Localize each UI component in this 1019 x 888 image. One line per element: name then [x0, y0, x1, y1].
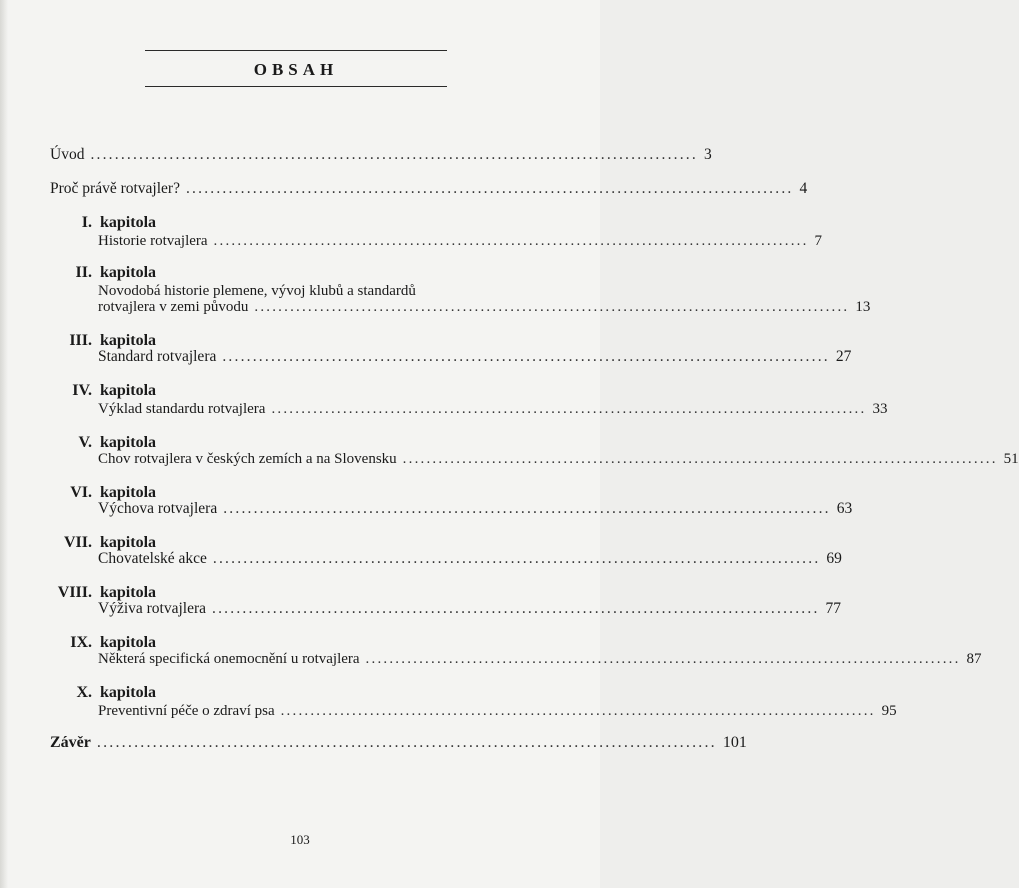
toc-entry-page: 7 — [814, 233, 823, 249]
chapter-subtitle: Výživa rotvajlera — [98, 600, 207, 617]
toc-entry-chapter-4[interactable] — [98, 400, 888, 418]
toc-entry-chapter-3[interactable] — [98, 348, 852, 366]
toc-entry-page: 4 — [799, 180, 808, 197]
toc-entry-page: 77 — [825, 600, 842, 617]
toc-entry-chapter-5[interactable] — [98, 450, 1019, 468]
chapter-label: kapitola — [100, 434, 157, 451]
chapter-label: kapitola — [100, 214, 157, 231]
toc-entry-page: 51 — [1003, 451, 1019, 467]
toc-entry-uvod[interactable] — [50, 146, 712, 164]
leader-dots: .................................................................................................... — [223, 500, 831, 517]
chapter-subtitle: Historie rotvajlera — [98, 233, 208, 249]
leader-dots: .................................................................................................... — [222, 348, 830, 365]
leader-dots: .................................................................................................... — [96, 734, 717, 751]
toc-entry-page: 87 — [966, 651, 982, 667]
chapter-subtitle: Preventivní péče o zdraví psa — [98, 703, 275, 719]
toc-entry-chapter-10[interactable] — [98, 702, 897, 720]
leader-dots: .................................................................................................... — [280, 703, 876, 719]
page-title: OBSAH — [253, 60, 339, 79]
leader-dots: .................................................................................................... — [271, 401, 867, 417]
chapter-subtitle: Některá specifická onemocnění u rotvajlera — [98, 651, 360, 667]
chapter-subtitle: rotvajlera v zemi původu — [98, 299, 249, 315]
leader-dots: .................................................................................................... — [365, 651, 961, 667]
leader-dots: .................................................................................................... — [212, 600, 820, 617]
toc-entry-chapter-9[interactable] — [98, 650, 982, 668]
toc-entry-chapter-7[interactable] — [98, 550, 842, 568]
chapter-label: kapitola — [100, 684, 157, 701]
leader-dots: .................................................................................................... — [254, 299, 850, 315]
leader-dots: .................................................................................................... — [185, 180, 794, 197]
chapter-subtitle: Výchova rotvajlera — [98, 500, 218, 517]
chapter-subtitle: Standard rotvajlera — [98, 348, 217, 365]
leader-dots: .................................................................................................... — [90, 146, 698, 163]
toc-entry-chapter-2[interactable] — [98, 298, 871, 316]
chapter-label: kapitola — [100, 584, 157, 601]
page-number: 103 — [290, 832, 310, 847]
toc-entry-chapter-8[interactable] — [98, 600, 842, 618]
chapter-number: VII. — [63, 534, 92, 551]
chapter-label: kapitola — [100, 264, 157, 281]
chapter-number: VI. — [70, 484, 92, 501]
toc-entry-page: 101 — [722, 734, 747, 751]
chapter-label: kapitola — [100, 484, 157, 501]
leader-dots: .................................................................................................... — [212, 550, 821, 567]
toc-entry-chapter-6[interactable] — [98, 500, 853, 518]
chapter-number: V. — [78, 434, 92, 451]
toc-entry-page: 13 — [855, 299, 871, 315]
toc-entry-proc[interactable] — [50, 180, 808, 198]
chapter-subtitle: Chov rotvajlera v českých zemích a na Slovensku — [98, 451, 397, 467]
chapter-number: X. — [76, 684, 92, 701]
chapter-label: kapitola — [100, 634, 157, 651]
chapter-number: III. — [69, 332, 92, 349]
toc-entry-page: 63 — [836, 500, 853, 517]
chapter-number: IV. — [72, 382, 92, 399]
leader-dots: .................................................................................................... — [213, 233, 809, 249]
chapter-label: kapitola — [100, 332, 157, 349]
chapter-number: IX. — [70, 634, 92, 651]
leader-dots: .................................................................................................... — [402, 451, 998, 467]
toc-entry-text: Úvod — [50, 146, 85, 163]
chapter-subtitle-line1: Novodobá historie plemene, vývoj klubů a standardů — [98, 283, 416, 299]
toc-entry-page: 95 — [881, 703, 897, 719]
chapter-number: II. — [75, 264, 92, 281]
toc-entry-page: 3 — [703, 146, 712, 163]
chapter-subtitle: Výklad standardu rotvajlera — [98, 401, 266, 417]
toc-entry-page: 33 — [872, 401, 888, 417]
chapter-number: I. — [81, 214, 92, 231]
toc-entry-text: Proč právě rotvajler? — [50, 180, 180, 197]
toc-entry-page: 27 — [835, 348, 852, 365]
toc-entry-zaver[interactable] — [50, 734, 747, 752]
chapter-label: kapitola — [100, 382, 157, 399]
toc-entry-chapter-1[interactable] — [98, 232, 823, 250]
chapter-label: kapitola — [100, 534, 157, 551]
chapter-number: VIII. — [57, 584, 92, 601]
toc-entry-text: Závěr — [50, 734, 91, 751]
toc-entry-page: 69 — [826, 550, 842, 567]
chapter-subtitle: Chovatelské akce — [98, 550, 207, 567]
